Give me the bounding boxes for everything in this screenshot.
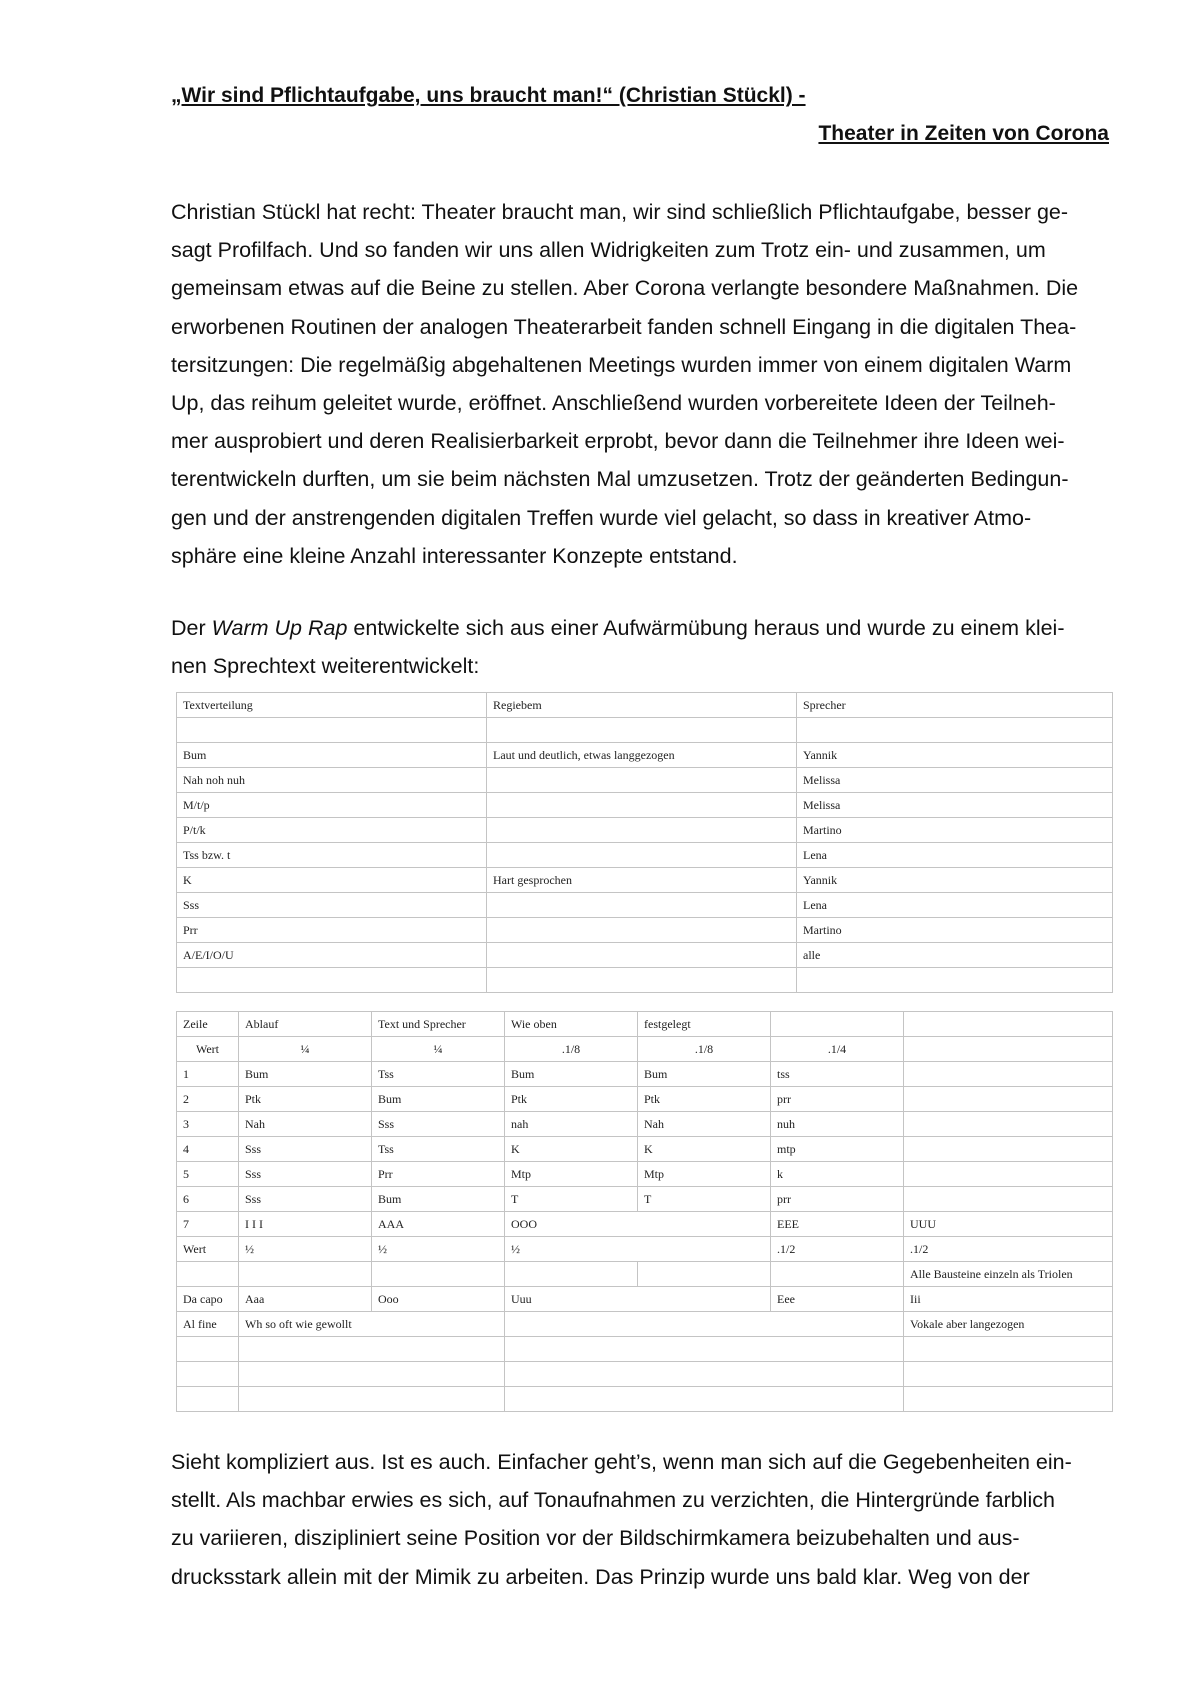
- table-cell: prr: [771, 1187, 904, 1212]
- table-cell: [505, 1312, 904, 1337]
- table-cell: Melissa: [797, 793, 1113, 818]
- table-cell: [372, 1262, 505, 1287]
- table-cell: [904, 1387, 1113, 1412]
- table-cell: [239, 1262, 372, 1287]
- table-cell: [904, 1337, 1113, 1362]
- table-cell: P/t/k: [177, 818, 487, 843]
- table-cell: Tss: [372, 1137, 505, 1162]
- table-header-cell: Zeile: [177, 1012, 239, 1037]
- table-cell: [177, 1262, 239, 1287]
- table-header-cell: Text und Sprecher: [372, 1012, 505, 1037]
- table-cell: Sss: [239, 1162, 372, 1187]
- table-header-cell: [904, 1012, 1113, 1037]
- table-cell: I I I: [239, 1212, 372, 1237]
- table-cell: [487, 893, 797, 918]
- table-cell: Nah: [239, 1112, 372, 1137]
- table-header-row: [177, 1012, 1113, 1037]
- table-cell: [487, 918, 797, 943]
- table-cell: [771, 1262, 904, 1287]
- table-cell: [177, 1362, 239, 1387]
- table-cell: Da capo: [177, 1287, 239, 1312]
- closing-paragraph: [171, 1443, 1111, 1596]
- table-cell: ½: [505, 1237, 771, 1262]
- table-cell: [239, 1362, 505, 1387]
- table-cell: EEE: [771, 1212, 904, 1237]
- table-cell: [638, 1262, 771, 1287]
- table-cell: AAA: [372, 1212, 505, 1237]
- table-row: [177, 1062, 1113, 1087]
- table-cell: K: [177, 868, 487, 893]
- table-cell: 7: [177, 1212, 239, 1237]
- table-cell: mtp: [771, 1137, 904, 1162]
- table-row: [177, 968, 1113, 993]
- table-row: [177, 893, 1113, 918]
- table-cell: .1/8: [505, 1037, 638, 1062]
- table-cell: [904, 1087, 1113, 1112]
- table-cell: Ptk: [638, 1087, 771, 1112]
- table-cell: [487, 718, 797, 743]
- table-cell: [177, 1337, 239, 1362]
- table-row: [177, 1312, 1113, 1337]
- table-cell: ½: [239, 1237, 372, 1262]
- text-line: Christian Stückl hat recht: Theater braucht man, wir sind schließlich Pflichtaufgabe, besser ge-: [171, 200, 1069, 224]
- table-cell: K: [638, 1137, 771, 1162]
- table-row: [177, 1087, 1113, 1112]
- table-row: [177, 868, 1113, 893]
- table-header-cell: Regiebem: [487, 693, 797, 718]
- table-cell: Martino: [797, 818, 1113, 843]
- table-cell: [487, 818, 797, 843]
- rap-sequence-table: [176, 1011, 1113, 1412]
- table-header-cell: Sprecher: [797, 693, 1113, 718]
- table-cell: [487, 968, 797, 993]
- table-header-cell: festgelegt: [638, 1012, 771, 1037]
- table-row: [177, 918, 1113, 943]
- table-cell: Melissa: [797, 768, 1113, 793]
- table-cell: nah: [505, 1112, 638, 1137]
- table-cell: Bum: [177, 743, 487, 768]
- title-line-1: „Wir sind Pflichtaufgabe, uns braucht man!“ (Christian Stückl) -: [171, 84, 806, 107]
- table-cell: 5: [177, 1162, 239, 1187]
- text-line: gemeinsam etwas auf die Beine zu stellen. Aber Corona verlangte besondere Maßnahmen. Die: [171, 276, 1079, 301]
- text-line: gen und der anstrengenden digitalen Treffen wurde viel gelacht, so dass in kreativer Atmo-: [171, 505, 1032, 530]
- table-row: [177, 793, 1113, 818]
- table-cell: 6: [177, 1187, 239, 1212]
- table-cell: ½: [372, 1237, 505, 1262]
- text-line: stellt. Als machbar erwies es sich, auf Tonaufnahmen zu verzichten, die Hintergründe farblich: [171, 1488, 1055, 1513]
- table-cell: Ptk: [239, 1087, 372, 1112]
- table-cell: .1/2: [904, 1237, 1113, 1262]
- table-cell: [177, 718, 487, 743]
- table-cell: 3: [177, 1112, 239, 1137]
- table-cell: Mtp: [638, 1162, 771, 1187]
- table-row: [177, 1162, 1113, 1187]
- table-row: [177, 1262, 1113, 1287]
- table-cell: [904, 1037, 1113, 1062]
- table-cell: Wert: [177, 1037, 239, 1062]
- table-row: [177, 1362, 1113, 1387]
- table-cell: [239, 1387, 505, 1412]
- table-cell: ¼: [372, 1037, 505, 1062]
- table-cell: Bum: [372, 1087, 505, 1112]
- table-cell: [239, 1337, 505, 1362]
- table-cell: [487, 768, 797, 793]
- table-cell: Al fine: [177, 1312, 239, 1337]
- table-cell: Nah: [638, 1112, 771, 1137]
- text-line: zu variieren, diszipliniert seine Position vor der Bildschirmkamera beizubehalten und aus-: [171, 1526, 1020, 1551]
- table-cell: Bum: [638, 1062, 771, 1087]
- table-cell: Sss: [239, 1187, 372, 1212]
- table-row: [177, 843, 1113, 868]
- table-cell: [904, 1362, 1113, 1387]
- table-cell: [797, 968, 1113, 993]
- wert-row: [177, 1237, 1113, 1262]
- table-cell: T: [505, 1187, 638, 1212]
- table-cell: [177, 968, 487, 993]
- table-cell: .1/2: [771, 1237, 904, 1262]
- table-cell: Ooo: [372, 1287, 505, 1312]
- table-header-cell: Wie oben: [505, 1012, 638, 1037]
- table-cell: [797, 718, 1113, 743]
- table-cell: Eee: [771, 1287, 904, 1312]
- table-cell: [904, 1112, 1113, 1137]
- text-line: nen Sprechtext weiterentwickelt:: [171, 654, 480, 679]
- table-cell: OOO: [505, 1212, 771, 1237]
- table-cell: Yannik: [797, 868, 1113, 893]
- table-cell: Prr: [177, 918, 487, 943]
- warmup-rap-title: Warm Up Rap: [211, 616, 348, 640]
- table-row: [177, 1212, 1113, 1237]
- table-row: [177, 1337, 1113, 1362]
- table-cell: UUU: [904, 1212, 1113, 1237]
- table-cell: .1/4: [771, 1037, 904, 1062]
- table-cell: .1/8: [638, 1037, 771, 1062]
- text-line: drucksstark allein mit der Mimik zu arbeiten. Das Prinzip wurde uns bald klar. Weg von der: [171, 1564, 1030, 1589]
- table-cell: [505, 1262, 638, 1287]
- table-cell: 4: [177, 1137, 239, 1162]
- text-line: [171, 609, 1111, 647]
- warmup-paragraph: [171, 609, 1111, 685]
- table-header-cell: [771, 1012, 904, 1037]
- text-line: tersitzungen: Die regelmäßig abgehaltenen Meetings wurden immer von einem digitalen Warm: [171, 352, 1072, 377]
- table-cell: Iii: [904, 1287, 1113, 1312]
- table-cell: Tss bzw. t: [177, 843, 487, 868]
- table-header-row: [177, 693, 1113, 718]
- text-line: sagt Profilfach. Und so fanden wir uns allen Widrigkeiten zum Trotz ein- und zusammen, um: [171, 238, 1046, 263]
- table-cell: Laut und deutlich, etwas langgezogen: [487, 743, 797, 768]
- text-line: Up, das reihum geleitet wurde, eröffnet. Anschließend wurden vorbereitete Ideen der Teilneh-: [171, 391, 1056, 416]
- table-cell: Lena: [797, 893, 1113, 918]
- table-cell: Sss: [177, 893, 487, 918]
- table-cell: [487, 943, 797, 968]
- table-cell: Mtp: [505, 1162, 638, 1187]
- table-cell: [904, 1187, 1113, 1212]
- table-cell: Ptk: [505, 1087, 638, 1112]
- table-cell: Wert: [177, 1237, 239, 1262]
- table-cell: Bum: [239, 1062, 372, 1087]
- table-cell: Aaa: [239, 1287, 372, 1312]
- title-line-2: Theater in Zeiten von Corona: [818, 122, 1109, 145]
- table-cell: Bum: [372, 1187, 505, 1212]
- table-cell: Uuu: [505, 1287, 771, 1312]
- table-cell: [904, 1137, 1113, 1162]
- text-line: sphäre eine kleine Anzahl interessanter Konzepte entstand.: [171, 543, 738, 568]
- table-row: [177, 743, 1113, 768]
- table-cell: A/E/I/O/U: [177, 943, 487, 968]
- text-line: erworbenen Routinen der analogen Theaterarbeit fanden schnell Eingang in die digitalen Thea-: [171, 314, 1077, 339]
- table-cell: nuh: [771, 1112, 904, 1137]
- table-cell: ¼: [239, 1037, 372, 1062]
- table-cell: 2: [177, 1087, 239, 1112]
- table-row: [177, 1287, 1113, 1312]
- table-cell: Nah noh nuh: [177, 768, 487, 793]
- table-row: [177, 1137, 1113, 1162]
- table-cell: Yannik: [797, 743, 1113, 768]
- table-cell: [904, 1062, 1113, 1087]
- table-header-cell: Textverteilung: [177, 693, 487, 718]
- table-cell: Sss: [239, 1137, 372, 1162]
- table-row: [177, 1187, 1113, 1212]
- table-cell: [487, 793, 797, 818]
- table-header-cell: Ablauf: [239, 1012, 372, 1037]
- table-cell: k: [771, 1162, 904, 1187]
- table-cell: Bum: [505, 1062, 638, 1087]
- table-row: [177, 768, 1113, 793]
- table-row: [177, 818, 1113, 843]
- table-cell: [904, 1162, 1113, 1187]
- table-cell: Vokale aber langezogen: [904, 1312, 1113, 1337]
- table-cell: M/t/p: [177, 793, 487, 818]
- text-line: Sieht kompliziert aus. Ist es auch. Einfacher geht’s, wenn man sich auf die Gegebenheiten ein-: [171, 1450, 1072, 1474]
- table-row: [177, 1112, 1113, 1137]
- intro-paragraph: [171, 193, 1111, 575]
- text-fragment: Der: [171, 616, 212, 640]
- table-cell: Hart gesprochen: [487, 868, 797, 893]
- table-cell: Lena: [797, 843, 1113, 868]
- text-fragment: entwickelte sich aus einer Aufwärmübung heraus und wurde zu einem klei-: [347, 616, 1065, 640]
- table-cell: T: [638, 1187, 771, 1212]
- table-cell: Wh so oft wie gewollt: [239, 1312, 505, 1337]
- table-cell: [505, 1362, 904, 1387]
- table-cell: K: [505, 1137, 638, 1162]
- table-row: [177, 1387, 1113, 1412]
- table-cell: [487, 843, 797, 868]
- table-cell: Alle Bausteine einzeln als Triolen: [904, 1262, 1113, 1287]
- table-cell: Tss: [372, 1062, 505, 1087]
- table-cell: Martino: [797, 918, 1113, 943]
- table-cell: [177, 1387, 239, 1412]
- text-distribution-table: [176, 692, 1113, 993]
- table-cell: Sss: [372, 1112, 505, 1137]
- table-cell: tss: [771, 1062, 904, 1087]
- table-cell: [505, 1337, 904, 1362]
- table-cell: alle: [797, 943, 1113, 968]
- text-line: terentwickeln durften, um sie beim nächsten Mal umzusetzen. Trotz der geänderten Bedingun-: [171, 467, 1069, 492]
- table-cell: 1: [177, 1062, 239, 1087]
- table-cell: prr: [771, 1087, 904, 1112]
- text-line: mer ausprobiert und deren Realisierbarkeit erprobt, bevor dann die Teilnehmer ihre Ideen wei-: [171, 429, 1065, 454]
- wert-row: [177, 1037, 1113, 1062]
- table-cell: Prr: [372, 1162, 505, 1187]
- table-row: [177, 718, 1113, 743]
- table-cell: [505, 1387, 904, 1412]
- table-row: [177, 943, 1113, 968]
